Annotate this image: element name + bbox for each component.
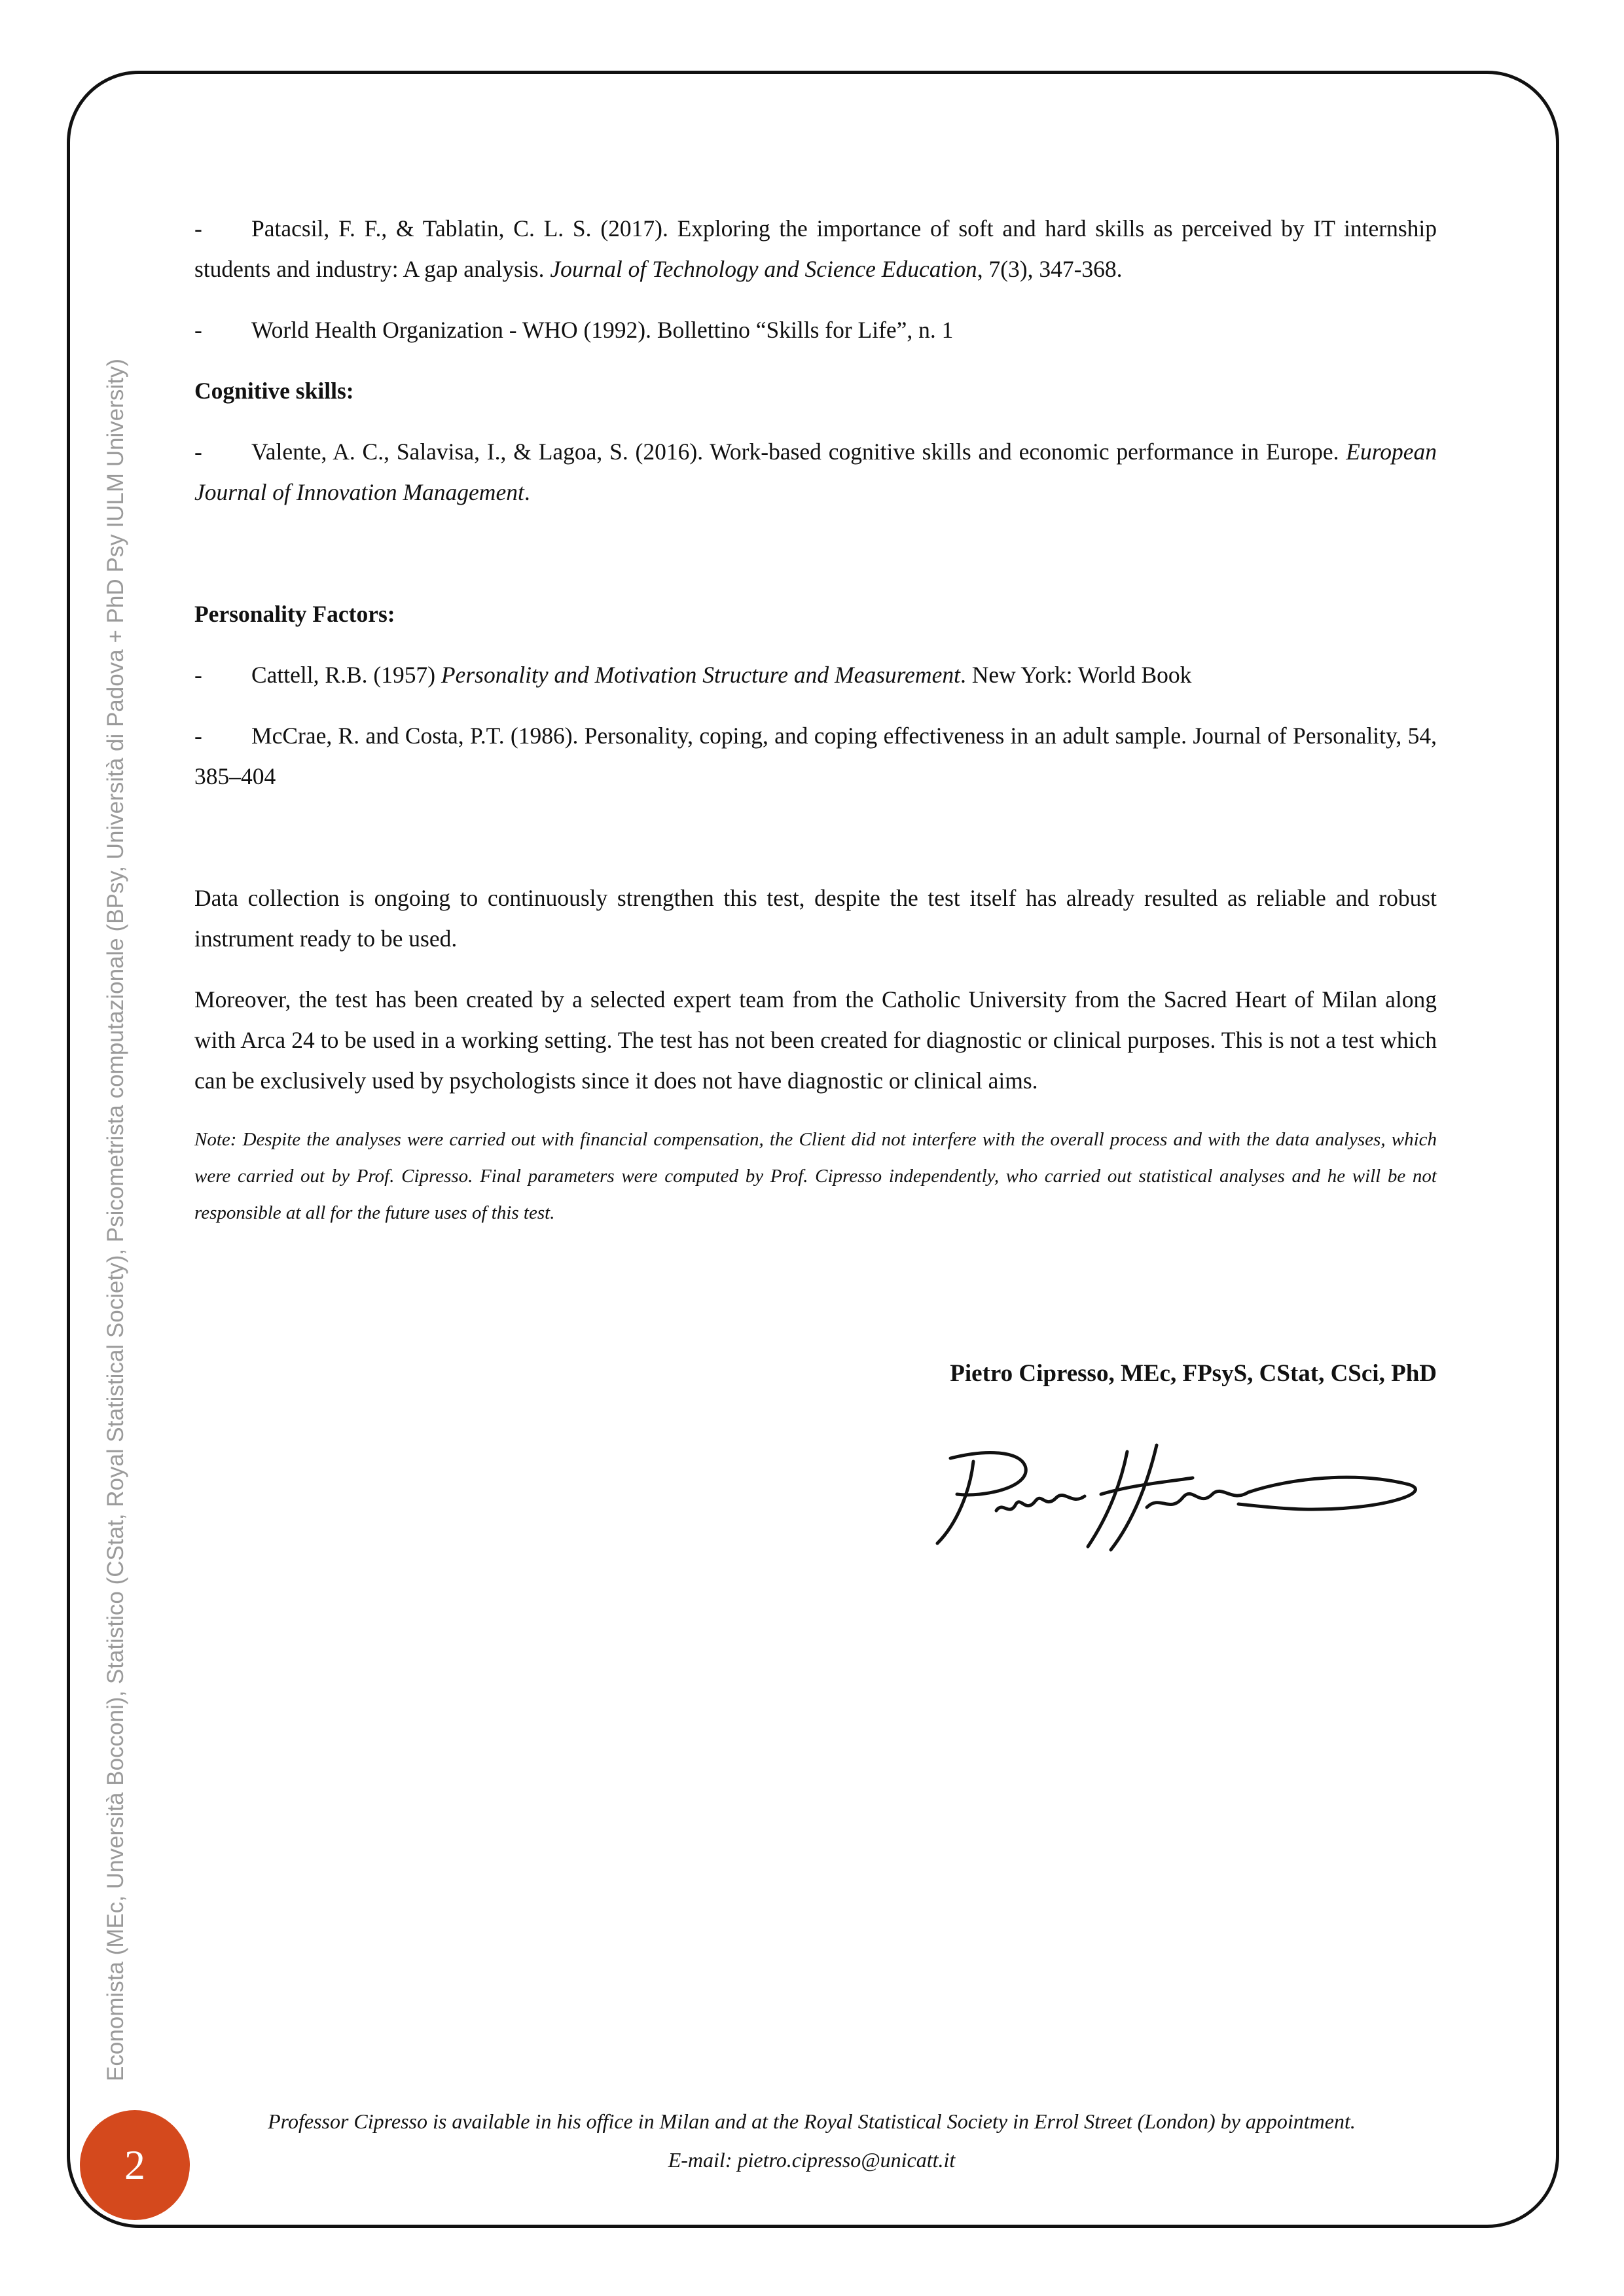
reference-dash: - <box>194 723 202 749</box>
reference-tail: . <box>524 479 530 505</box>
reference-text: World Health Organization - WHO (1992). Bollettino “Skills for Life”, n. 1 <box>251 317 954 343</box>
reference-patacsil <box>194 208 1437 289</box>
reference-tail: , 7(3), 347-368. <box>977 256 1123 282</box>
handwritten-signature <box>911 1432 1435 1563</box>
reference-cattell <box>194 655 1437 695</box>
reference-text: Patacsil, F. F., & Tablatin, C. L. S. (2017). Exploring the importance of soft and hard skills as perceived by IT internship students and industry: A gap analysis. <box>194 215 1437 282</box>
reference-text: Cattell, R.B. (1957) <box>251 662 441 688</box>
spacer <box>194 533 1437 594</box>
reference-journal: European Journal of Innovation Management <box>194 439 1437 505</box>
heading-personality-factors: Personality Factors: <box>194 601 395 627</box>
footer-email: E-mail: pietro.cipresso@unicatt.it <box>668 2148 956 2172</box>
reference-journal: Journal of Technology and Science Education <box>550 256 977 282</box>
reference-dash: - <box>194 317 202 343</box>
footer <box>196 2102 1427 2179</box>
reference-tail: . New York: World Book <box>960 662 1192 688</box>
reference-text: Valente, A. C., Salavisa, I., & Lagoa, S. (2016). Work-based cognitive skills and economic performance in Europe. <box>251 439 1346 465</box>
page-number-badge: 2 <box>80 2110 190 2220</box>
signer-name: Pietro Cipresso, MEc, FPsyS, CStat, CSci, PhD <box>950 1360 1437 1387</box>
sidebar-credentials: Economista (MEc, Unversità Bocconi), Statistico (CStat, Royal Statistical Society), Psicometrista computazionale (BPsy, Università di Padova + PhD Psy IULM University) <box>103 358 128 2081</box>
reference-mccrae <box>194 715 1437 797</box>
reference-title: Personality and Motivation Structure and Measurement <box>441 662 960 688</box>
paragraph-test-creation: Moreover, the test has been created by a selected expert team from the Catholic University from the Sacred Heart of Milan along with Arca 24 to be used in a working setting. The test has not been created for diagnostic or clinical purposes. This is not a test which can be exclusively used by psychologists since it does not have diagnostic or clinical aims. <box>194 986 1437 1094</box>
reference-who <box>194 310 1437 350</box>
note-disclaimer: Note: Despite the analyses were carried out with financial compensation, the Client did not interfere with the overall process and with the data analyses, which were carried out by Prof. Cipresso. Final parameters were computed by Prof. Cipresso independently, who carried out statistical analyses and he will be not responsible at all for the future uses of this test. <box>194 1129 1437 1223</box>
reference-valente <box>194 431 1437 512</box>
spacer <box>194 817 1437 878</box>
heading-cognitive-skills: Cognitive skills: <box>194 378 354 404</box>
reference-dash: - <box>194 215 202 242</box>
reference-dash: - <box>194 662 202 688</box>
reference-text: McCrae, R. and Costa, P.T. (1986). Personality, coping, and coping effectiveness in an adult sample. Journal of Personality, 54, 385–404 <box>194 723 1437 789</box>
main-content <box>194 208 1437 1231</box>
paragraph-data-collection: Data collection is ongoing to continuously strengthen this test, despite the test itself has already resulted as reliable and robust instrument ready to be used. <box>194 885 1437 952</box>
footer-availability: Professor Cipresso is available in his office in Milan and at the Royal Statistical Society in Errol Street (London) by appointment. <box>268 2109 1356 2133</box>
reference-dash: - <box>194 439 202 465</box>
